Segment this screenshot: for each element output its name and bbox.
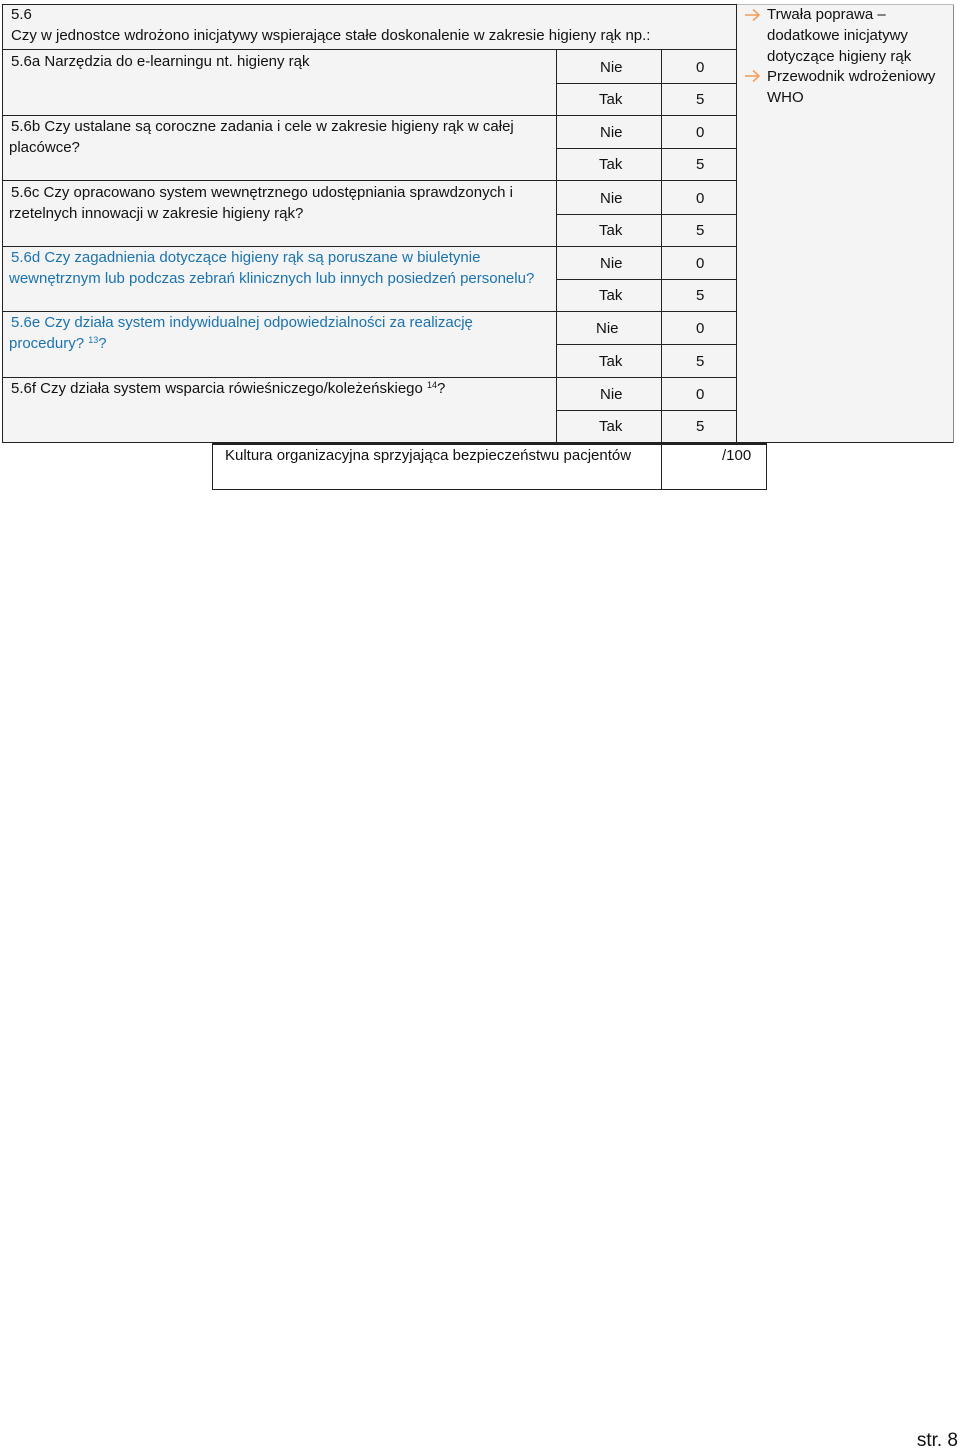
answer-divider — [556, 83, 736, 84]
answer-no-label: Nie — [600, 124, 623, 141]
answer-yes-score: 5 — [696, 418, 705, 435]
answer-yes-label: Tak — [599, 353, 623, 370]
summary-label: Kultura organizacyjna sprzyjająca bezpieczeństwu pacjentów — [225, 447, 632, 464]
section-title: Czy w jednostce wdrożono inicjatywy wspierające stałe doskonalenie w zakresie higieny rąk np.: — [11, 27, 651, 44]
sidebar-item-line: dotyczące higieny rąk — [767, 48, 912, 65]
answer-no-score: 0 — [696, 255, 705, 272]
question-text: 5.6b Czy ustalane są coroczne zadania i cele w zakresie higieny rąk w całej — [11, 118, 514, 135]
answer-no-label: Nie — [600, 59, 623, 76]
answer-yes-score: 5 — [696, 156, 705, 173]
answer-yes-score: 5 — [696, 353, 705, 370]
answer-no-label: Nie — [600, 386, 623, 403]
page-number: str. 8 — [916, 1430, 958, 1451]
section-number: 5.6 — [11, 6, 32, 23]
sidebar-divider — [736, 4, 737, 443]
answer-no-score: 0 — [696, 59, 705, 76]
question-text-cont: rzetelnych innowacji w zakresie higieny rąk? — [9, 205, 304, 222]
answer-yes-label: Tak — [599, 222, 623, 239]
answer-yes-score: 5 — [696, 91, 705, 108]
answer-no-label: Nie — [596, 320, 619, 337]
answer-divider — [556, 410, 736, 411]
sidebar-item-line: Przewodnik wdrożeniowy — [767, 68, 936, 85]
row-divider — [2, 180, 736, 181]
summary-score: /100 — [722, 447, 752, 464]
answer-no-score: 0 — [696, 124, 705, 141]
question-text-cont: placówce? — [9, 139, 80, 156]
sidebar-item-line: Trwała poprawa – — [767, 6, 886, 23]
answer-no-label: Nie — [600, 190, 623, 207]
question-text: 5.6f Czy działa system wsparcia rówieśniczego/koleżeńskiego $^{14}$? — [11, 380, 446, 397]
sidebar-item-line: dodatkowe inicjatywy — [767, 27, 908, 44]
answer-yes-label: Tak — [599, 91, 623, 108]
sidebar-item-line: WHO — [767, 89, 804, 106]
footnote-13: 13 — [88, 335, 99, 345]
question-text: 5.6c Czy opracowano system wewnętrznego udostępniania sprawdzonych i — [11, 184, 513, 201]
answer-no-score: 0 — [696, 386, 705, 403]
question-text: 5.6e Czy działa system indywidualnej odpowiedzialności za realizację — [11, 314, 473, 331]
header-divider — [2, 49, 736, 50]
answer-no-label: Nie — [600, 255, 623, 272]
answer-yes-label: Tak — [599, 287, 623, 304]
question-text: 5.6a Narzędzia do e-learningu nt. higieny rąk — [11, 53, 310, 70]
question-text: 5.6d Czy zagadnienia dotyczące higieny rąk są poruszane w biuletynie — [11, 249, 481, 266]
answer-divider — [556, 214, 736, 215]
arrow-right-icon — [744, 8, 762, 22]
answer-yes-score: 5 — [696, 222, 705, 239]
arrow-right-icon — [744, 69, 762, 83]
answer-yes-score: 5 — [696, 287, 705, 304]
footnote-14: 14 — [427, 380, 438, 390]
answer-divider — [556, 344, 736, 345]
answer-no-score: 0 — [696, 190, 705, 207]
summary-divider — [661, 443, 662, 490]
answer-no-score: 0 — [696, 320, 705, 337]
answer-divider — [556, 279, 736, 280]
question-text-cont: wewnętrznym lub podczas zebrań klinicznych lub innych posiedzeń personelu? — [9, 270, 535, 287]
answer-yes-label: Tak — [599, 418, 623, 435]
question-text-cont: procedury? $^{13}$? — [9, 335, 107, 352]
answer-yes-label: Tak — [599, 156, 623, 173]
table-border-top — [2, 4, 736, 5]
table-border-right — [953, 4, 954, 443]
answer-divider — [556, 148, 736, 149]
